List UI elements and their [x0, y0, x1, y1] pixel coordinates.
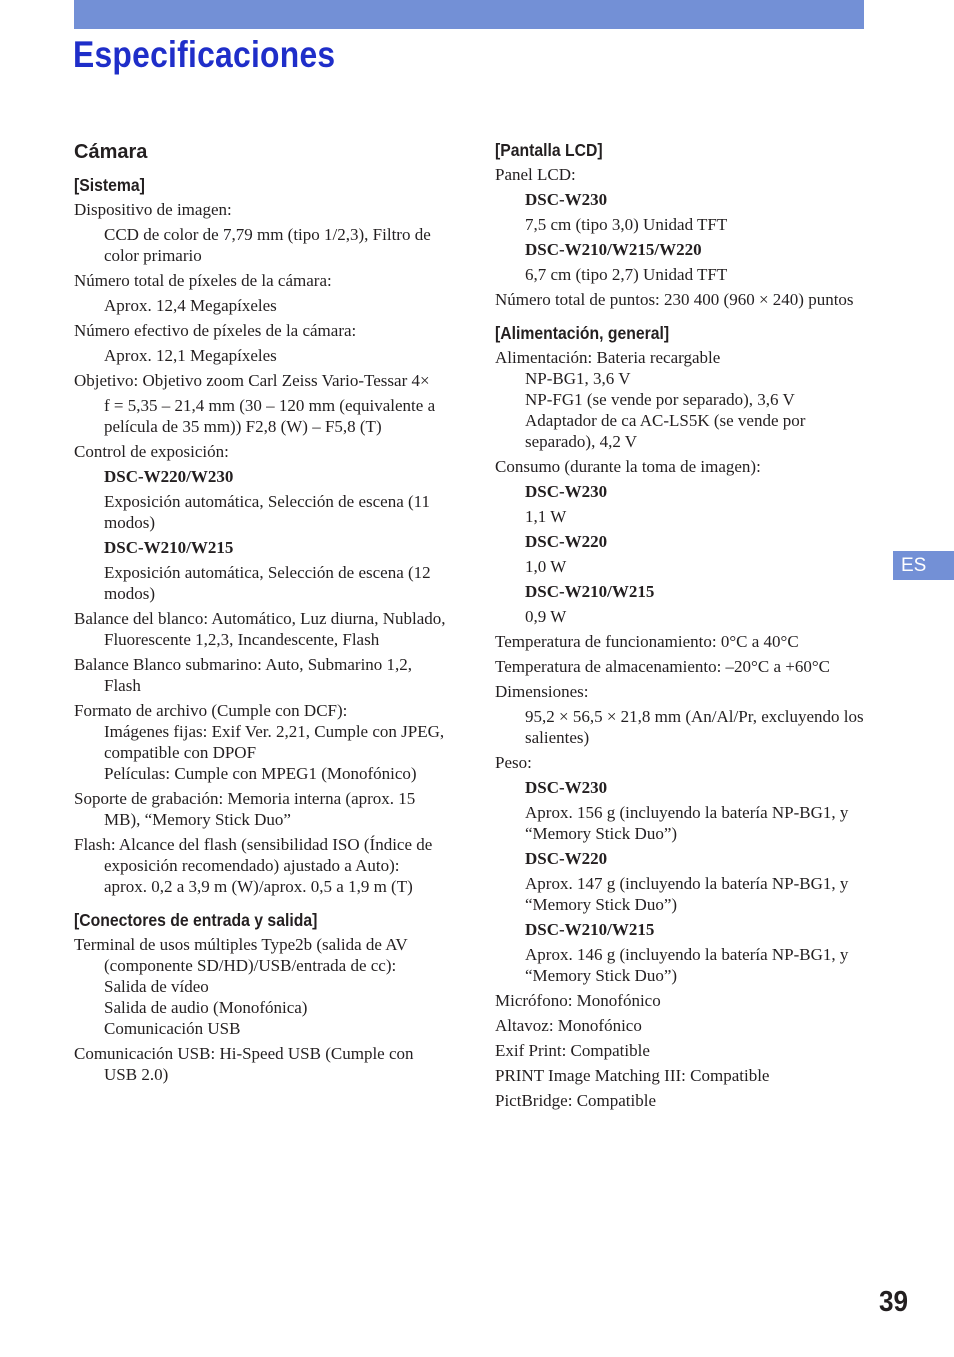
spec-objetivo-detail: f = 5,35 – 21,4 mm (30 – 120 mm (equivalente a película de 35 mm)) F2,8 (W) – F5,8 (T)	[104, 396, 436, 436]
spec-dispositivo-value: CCD de color de 7,79 mm (tipo 1/2,3), Filtro de color primario	[104, 225, 431, 265]
spec-altavoz: Altavoz: Monofónico	[495, 1016, 642, 1035]
spec-flash-value: aprox. 0,2 a 3,9 m (W)/aprox. 0,5 a 1,9 m (T)	[104, 877, 413, 896]
spec-objetivo: Objetivo: Objetivo zoom Carl Zeiss Vario-Tessar 4×	[74, 371, 430, 390]
spec-panel-label: Panel LCD:	[495, 165, 576, 184]
spec-consumo-label: Consumo (durante la toma de imagen):	[495, 457, 761, 476]
sistema-heading: [Sistema]	[74, 175, 145, 195]
spec-terminal-line: Salida de audio (Monofónica)	[104, 998, 308, 1017]
page-number: 39	[879, 1286, 909, 1318]
spec-soporte: Soporte de grabación: Memoria interna (aprox. 15 MB), “Memory Stick Duo”	[74, 789, 416, 829]
spec-peso-value: Aprox. 146 g (incluyendo la batería NP-BG1, y “Memory Stick Duo”)	[525, 945, 849, 985]
spec-peso-model: DSC-W220	[525, 849, 608, 868]
camera-section-title: Cámara	[74, 141, 148, 163]
spec-dispositivo-label: Dispositivo de imagen:	[74, 200, 232, 219]
spec-formato-line-1: Imágenes fijas: Exif Ver. 2,21, Cumple con JPEG, compatible con DPOF	[104, 722, 445, 762]
spec-exposicion-model-2: DSC-W210/W215	[104, 538, 234, 557]
spec-consumo-model: DSC-W230	[525, 482, 608, 501]
spec-formato-line-2: Películas: Cumple con MPEG1 (Monofónico)	[104, 764, 417, 783]
spec-pictbridge: PictBridge: Compatible	[495, 1091, 657, 1110]
spec-consumo-value: 0,9 W	[525, 607, 567, 626]
alimentacion-heading: [Alimentación, general]	[495, 323, 670, 343]
spec-terminal-line: Salida de vídeo	[104, 977, 209, 996]
spec-terminal-line: Comunicación USB	[104, 1019, 241, 1038]
spec-panel-model-1: DSC-W230	[525, 190, 608, 209]
spec-peso-label: Peso:	[495, 753, 532, 772]
spec-peso-model: DSC-W210/W215	[525, 920, 655, 939]
spec-formato-label: Formato de archivo (Cumple con DCF):	[74, 701, 348, 720]
spec-peso-value: Aprox. 156 g (incluyendo la batería NP-BG1, y “Memory Stick Duo”)	[525, 803, 849, 843]
spec-dimensiones-label: Dimensiones:	[495, 682, 589, 701]
spec-alimentacion-line: NP-FG1 (se vende por separado), 3,6 V	[525, 390, 795, 409]
spec-puntos: Número total de puntos: 230 400 (960 × 240) puntos	[495, 290, 854, 309]
spec-consumo-model: DSC-W220	[525, 532, 608, 551]
spec-consumo-value: 1,0 W	[525, 557, 567, 576]
spec-balance: Balance del blanco: Automático, Luz diurna, Nublado, Fluorescente 1,2,3, Incandescente, Flash	[74, 609, 446, 649]
spec-panel-value-2: 6,7 cm (tipo 2,7) Unidad TFT	[525, 265, 728, 284]
spec-pixeles-total-label: Número total de píxeles de la cámara:	[74, 271, 332, 290]
spec-alimentacion-line: NP-BG1, 3,6 V	[525, 369, 631, 388]
right-column	[495, 140, 867, 1111]
spec-dimensiones-value: 95,2 × 56,5 × 21,8 mm (An/Al/Pr, excluyendo los salientes)	[525, 707, 864, 747]
left-column	[74, 140, 446, 1085]
spec-consumo-model: DSC-W210/W215	[525, 582, 655, 601]
pantalla-heading: [Pantalla LCD]	[495, 140, 603, 160]
spec-peso-value: Aprox. 147 g (incluyendo la batería NP-BG1, y “Memory Stick Duo”)	[525, 874, 849, 914]
spec-alimentacion-label: Alimentación: Bateria recargable	[495, 348, 721, 367]
spec-panel-value-1: 7,5 cm (tipo 3,0) Unidad TFT	[525, 215, 728, 234]
spec-exposicion-value-2: Exposición automática, Selección de escena (12 modos)	[104, 563, 431, 603]
spec-usb: Comunicación USB: Hi-Speed USB (Cumple con USB 2.0)	[74, 1044, 414, 1084]
spec-exposicion-label: Control de exposición:	[74, 442, 229, 461]
spec-pixeles-total-value: Aprox. 12,4 Megapíxeles	[104, 296, 277, 315]
spec-print-image-matching: PRINT Image Matching III: Compatible	[495, 1066, 770, 1085]
conectores-heading: [Conectores de entrada y salida]	[74, 910, 318, 930]
spec-temp-almacenamiento: Temperatura de almacenamiento: –20°C a +60°C	[495, 657, 830, 676]
spec-temp-funcionamiento: Temperatura de funcionamiento: 0°C a 40°C	[495, 632, 799, 651]
spec-exposicion-model-1: DSC-W220/W230	[104, 467, 234, 486]
spec-pixeles-efectivo-label: Número efectivo de píxeles de la cámara:	[74, 321, 357, 340]
spec-balance-submarino: Balance Blanco submarino: Auto, Submarino 1,2, Flash	[74, 655, 413, 695]
spec-exposicion-value-1: Exposición automática, Selección de escena (11 modos)	[104, 492, 431, 532]
spec-flash: Flash: Alcance del flash (sensibilidad ISO (Índice de exposición recomendado) ajustado a Auto):	[74, 835, 433, 875]
page-title: Especificaciones	[73, 34, 336, 75]
spec-exif-print: Exif Print: Compatible	[495, 1041, 650, 1060]
spec-microfono: Micrófono: Monofónico	[495, 991, 661, 1010]
spec-pixeles-efectivo-value: Aprox. 12,1 Megapíxeles	[104, 346, 277, 365]
spec-consumo-value: 1,1 W	[525, 507, 567, 526]
language-tab: ES	[893, 551, 954, 580]
spec-panel-model-2: DSC-W210/W215/W220	[525, 240, 702, 259]
spec-terminal: Terminal de usos múltiples Type2b (salida de AV (componente SD/HD)/USB/entrada de cc):	[74, 935, 408, 975]
spec-peso-model: DSC-W230	[525, 778, 608, 797]
header-color-bar	[74, 0, 864, 29]
spec-alimentacion-line: Adaptador de ca AC-LS5K (se vende por separado), 4,2 V	[525, 411, 806, 451]
